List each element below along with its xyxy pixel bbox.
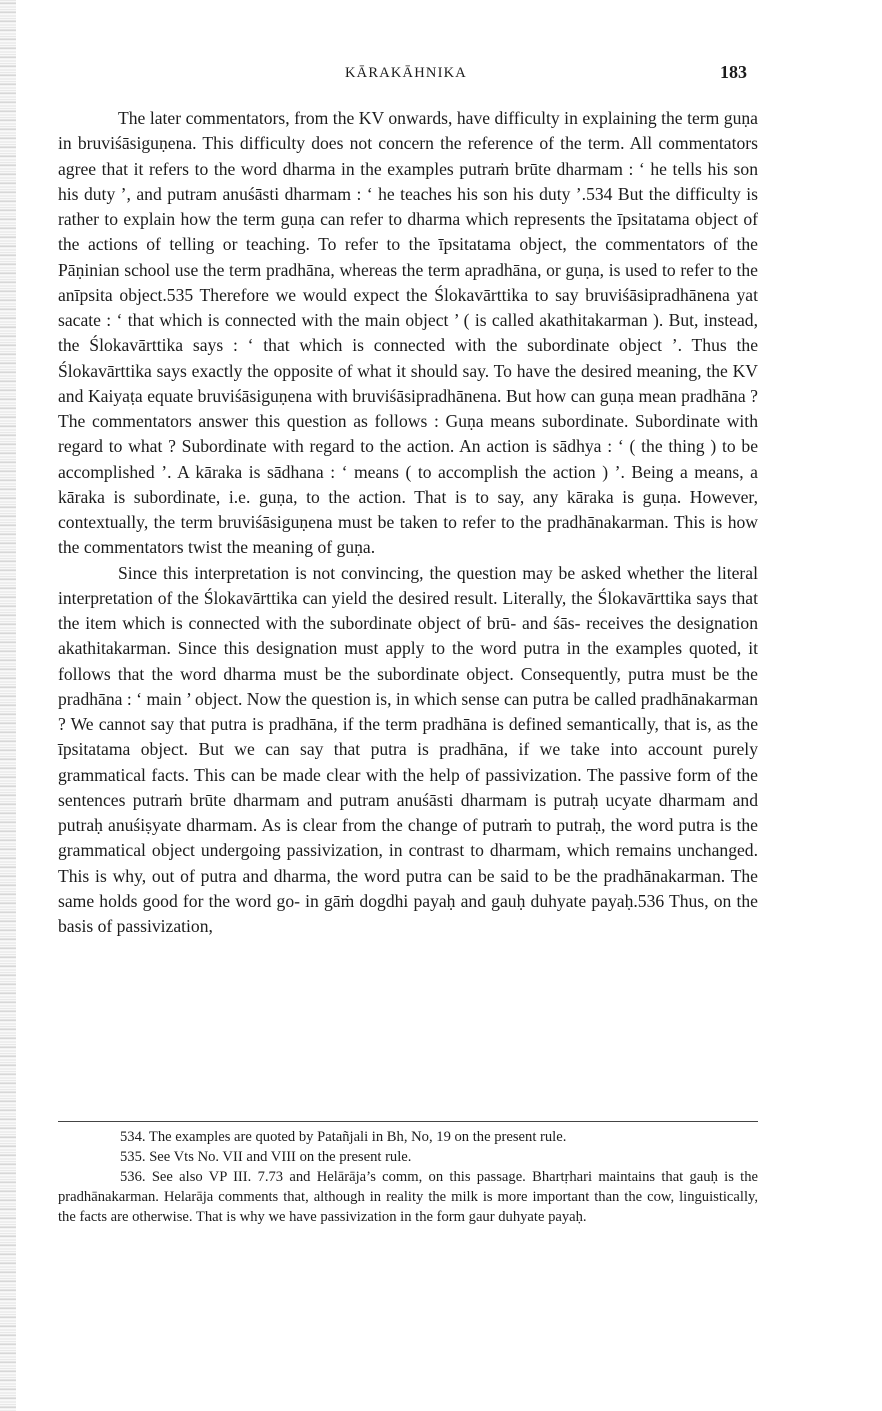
running-head: KĀRAKĀHNIKA	[345, 65, 467, 81]
footnote-534: 534. The examples are quoted by Patañjali in Bh, No, 19 on the present rule.	[120, 1129, 567, 1145]
scan-binding-edge	[0, 0, 16, 1411]
footnote-535: 535. See Vts No. VII and VIII on the present rule.	[120, 1149, 412, 1165]
page-number: 183	[720, 62, 747, 82]
footnote-separator	[58, 1121, 758, 1122]
paragraph-1: The later commentators, from the KV onwards, have difficulty in explaining the term guṇa in bruviśāsiguṇena. This difficulty does not concern the reference of the term. All commentators agree that it refers to the word dharma in the examples putraṁ brūte dharmam : ‘ he tells his son his duty ’, and putram anuśāsti dharmam : ‘ he teaches his son his duty ’.534 But the difficulty is rather to explain how the term guṇa can refer to dharma which represents the īpsitatama object of the actions of telling or teaching. To refer to the īpsitatama object, the commentators of the Pāṇinian school use the term pradhāna, whereas the term apradhāna, or guṇa, is used to refer to the anīpsita object.535 Therefore we would expect the Ślokavārttika to say bruviśāsipradhānena yat sacate : ‘ that which is connected with the main object ’ ( is called akathitakarman ). But, instead, the Ślokavārttika says : ‘ that which is connected with the subordinate object ’. Thus the Ślokavārttika says exactly the opposite of what it should say. To have the desired meaning, the KV and Kaiyaṭa equate bruviśāsiguṇena with bruviśāsipradhānena. But how can guṇa mean pradhāna ? The commentators answer this question as follows : Guṇa means subordinate. Subordinate with regard to what ? Subordinate with regard to the action. An action is sādhya : ‘ ( the thing ) to be accomplished ’. A kāraka is sādhana : ‘ means ( to accomplish the action ) ’. Being a means, a kāraka is subordinate, i.e. guṇa, to the action. That is to say, any kāraka is guṇa. However, contextually, the term bruviśāsiguṇena must be taken to refer to the pradhānakarman. This is how the commentators twist the meaning of guṇa.	[58, 108, 758, 558]
paragraph-2: Since this interpretation is not convincing, the question may be asked whether the literal interpretation of the Ślokavārttika can yield the desired result. Literally, the Ślokavārttika says that the item which is connected with the subordinate object of brū- and śās- receives the designation akathitakarman. Since this designation must apply to the word putra in the examples quoted, it follows that the word dharma must be the subordinate object. Consequently, putra must be the pradhāna : ‘ main ’ object. Now the question is, in which sense can putra be called pradhānakarman ? We cannot say that putra is pradhāna, if the term pradhāna is defined semantically, that is, as the īpsitatama object. But we can say that putra is pradhāna, if we take into account purely grammatical facts. This can be made clear with the help of passivization. The passive form of the sentences putraṁ brūte dharmam and putram anuśāsti dharmam is putraḥ ucyate dharmam and putraḥ anuśiṣyate dharmam. As is clear from the change of putraṁ to putraḥ, the word putra is the grammatical object undergoing passivization, in contrast to dharmam, which remains unchanged. This is why, out of putra and dharma, the word putra can be said to be the pradhānakarman. The same holds good for the word go- in gāṁ dogdhi payaḥ and gauḥ duhyate payaḥ.536 Thus, on the basis of passivization,	[58, 562, 758, 936]
page-header	[59, 62, 759, 86]
footnote-536: 536. See also VP III. 7.73 and Helārāja’s comm, on this passage. Bhartṛhari maintains that gauḥ is the pradhānakarman. Helarāja comments that, although in reality the milk is more important than the cow, linguistically, the facts are otherwise. That is why we have passivization in the form gaur duhyate payaḥ.	[58, 1169, 758, 1225]
main-text	[58, 106, 758, 939]
footnotes	[58, 1127, 758, 1227]
